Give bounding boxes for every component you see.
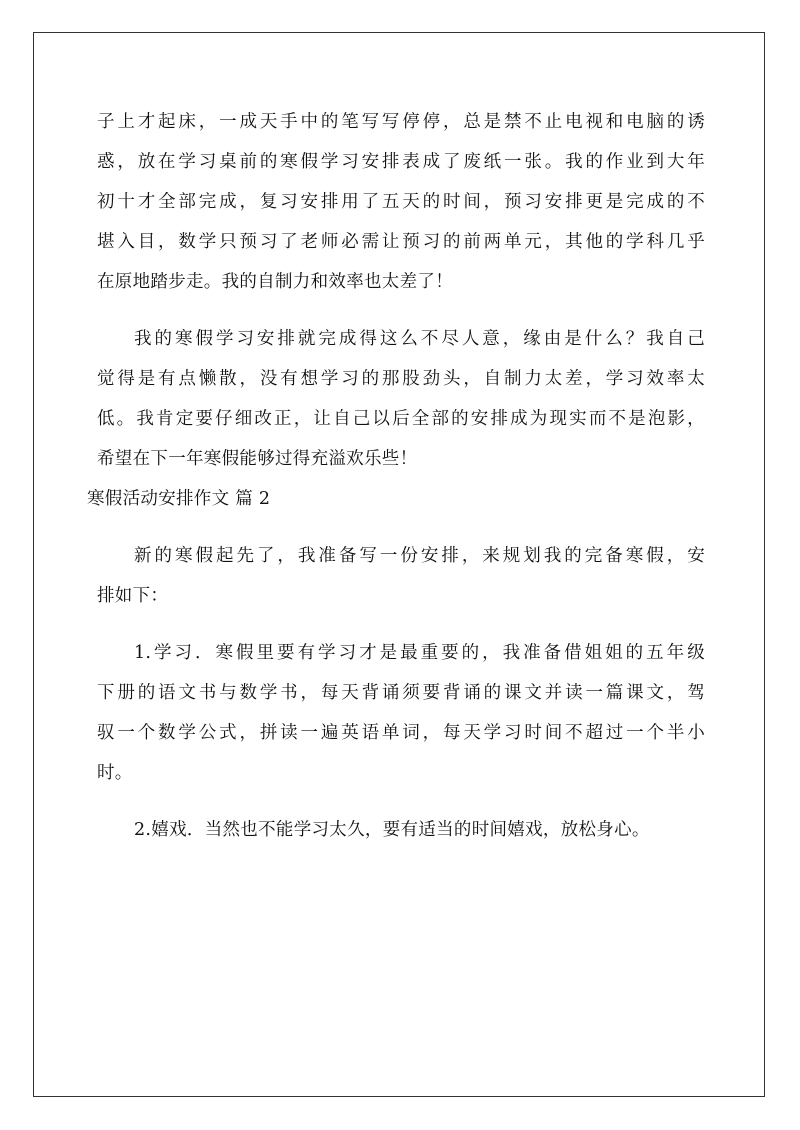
paragraph [97,536,705,616]
paragraph [97,810,705,850]
text-line: 堪入目，数学只预习了老师必需让预习的前两单元，其他的学科几乎 [97,232,705,252]
text-line: 子上才起床，一成天手中的笔写写停停，总是禁不止电视和电脑的诱 [97,112,705,132]
text-line: 惑，放在学习桌前的寒假学习安排表成了废纸一张。我的作业到大年 [97,152,705,172]
paragraph [97,319,705,479]
text-line: 觉得是有点懒散，没有想学习的那股劲头，自制力太差，学习效率太 [97,369,705,389]
text-line: 时。 [97,763,133,783]
text-line: 新的寒假起先了，我准备写一份安排，来规划我的完备寒假，安 [134,546,705,566]
paragraph [97,633,705,793]
text-line: 低。我肯定要仔细改正，让自己以后全部的安排成为现实而不是泡影， [97,409,705,429]
text-line: 排如下： [97,586,169,606]
text-line: 下册的语文书与数学书，每天背诵须要背诵的课文并读一篇课文，驾 [97,683,705,703]
text-line: 1.学习．寒假里要有学习才是最重要的，我准备借姐姐的五年级 [134,643,705,663]
section-heading: 寒假活动安排作文 篇 2 [87,489,271,509]
text-line: 我的寒假学习安排就完成得这么不尽人意，缘由是什么？我自己 [134,329,705,349]
text-line: 希望在下一年寒假能够过得充溢欢乐些！ [97,449,418,469]
text-line: 在原地踏步走。我的自制力和效率也太差了！ [97,272,453,292]
text-line: 2.嬉戏．当然也不能学习太久，要有适当的时间嬉戏，放松身心。 [134,820,650,840]
text-line: 驭一个数学公式，拼读一遍英语单词，每天学习时间不超过一个半小 [97,723,705,743]
paragraph [97,102,705,302]
text-line: 初十才全部完成，复习安排用了五天的时间，预习安排更是完成的不 [97,192,705,212]
document-body [87,102,705,850]
